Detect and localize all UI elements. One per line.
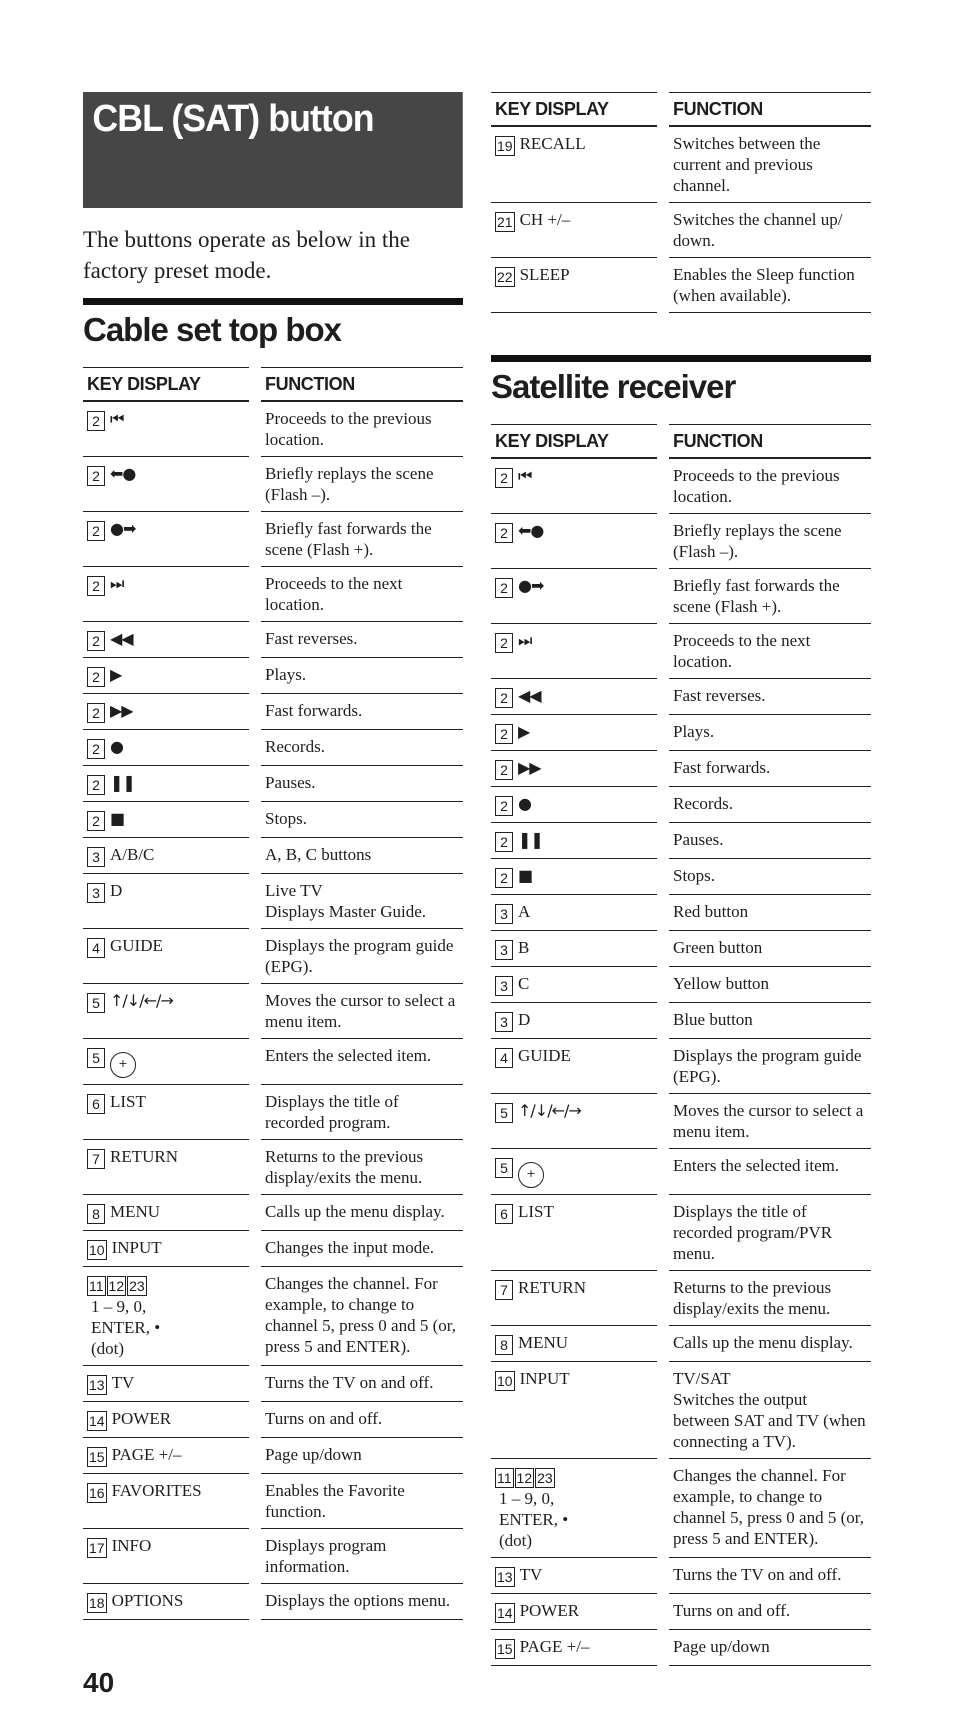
function-description: Displays the program guide (EPG). xyxy=(261,929,463,984)
key-number-badge: 12 xyxy=(108,1278,125,1294)
key-display-cell xyxy=(83,512,249,567)
table-row xyxy=(491,715,871,751)
button-symbol-icon: ⬅● xyxy=(518,521,544,540)
function-description: Moves the cursor to select a menu item. xyxy=(669,1094,871,1149)
key-label: TV xyxy=(111,1373,135,1392)
key-number-badge: 2 xyxy=(87,775,105,795)
key-number-badge: 4 xyxy=(87,938,105,958)
key-display-cell xyxy=(491,569,657,624)
button-symbol-icon: ■ xyxy=(518,866,533,885)
key-number-badge: 13 xyxy=(89,1377,105,1393)
function-header: FUNCTION xyxy=(669,92,871,127)
function-description: Changes the input mode. xyxy=(261,1231,463,1267)
key-number-badge: 7 xyxy=(495,1280,513,1300)
function-header: FUNCTION xyxy=(669,424,871,459)
key-number-badge: 2 xyxy=(495,578,513,598)
key-number-badge: 3 xyxy=(495,1012,513,1032)
section-rule xyxy=(83,298,463,305)
table-row xyxy=(83,1039,463,1085)
table-row xyxy=(83,658,463,694)
key-display-cell xyxy=(83,567,249,622)
key-display-cell xyxy=(491,1149,657,1195)
key-label: A xyxy=(518,902,531,921)
function-description: Enables the Favorite function. xyxy=(261,1474,463,1529)
table-row xyxy=(491,1459,871,1558)
button-symbol-icon: ◀◀ xyxy=(518,686,541,705)
function-description: Enters the selected item. xyxy=(669,1149,871,1195)
key-number-badge: 2 xyxy=(495,796,513,816)
key-display-cell xyxy=(83,1366,249,1402)
key-label: GUIDE xyxy=(110,936,163,955)
key-display-cell xyxy=(83,874,249,929)
key-number-badge: 3 xyxy=(87,883,105,903)
key-number-badge: 2 xyxy=(495,633,513,653)
function-description: Moves the cursor to select a menu item. xyxy=(261,984,463,1039)
key-display-cell xyxy=(491,1326,657,1362)
key-display-cell xyxy=(83,1267,249,1366)
key-label: LIST xyxy=(518,1202,554,1221)
key-number-badge: 12 xyxy=(516,1470,533,1486)
function-description: Displays the title of recorded program. xyxy=(261,1085,463,1140)
satellite-key-table xyxy=(491,424,871,1666)
function-description: Fast reverses. xyxy=(669,679,871,715)
table-row xyxy=(83,1529,463,1584)
table-row xyxy=(83,766,463,802)
function-description: Displays the options menu. xyxy=(261,1584,463,1620)
key-label: 1 – 9, 0, ENTER, • (dot) xyxy=(499,1489,569,1550)
function-description: Switches between the current and previous channel. xyxy=(669,127,871,203)
key-number-badge: 15 xyxy=(497,1641,513,1657)
function-description: Calls up the menu display. xyxy=(669,1326,871,1362)
key-number-badge: 8 xyxy=(87,1204,105,1224)
key-display-cell xyxy=(491,258,657,313)
function-description: Turns on and off. xyxy=(261,1402,463,1438)
button-symbol-icon: ● xyxy=(110,737,123,756)
key-number-badge: 2 xyxy=(495,868,513,888)
button-symbol-icon: ▶▶ xyxy=(518,758,541,777)
key-number-badge: 22 xyxy=(497,269,513,285)
button-symbol-icon: ◀◀ xyxy=(110,629,133,648)
table-row xyxy=(491,1195,871,1271)
table-row xyxy=(491,679,871,715)
table-row xyxy=(83,838,463,874)
key-display-cell xyxy=(83,1474,249,1529)
key-number-badge: 5 xyxy=(495,1103,513,1123)
key-number-badge: 3 xyxy=(495,976,513,996)
function-description: Plays. xyxy=(261,658,463,694)
table-row xyxy=(491,1594,871,1630)
key-label: RECALL xyxy=(519,134,586,153)
key-display-cell xyxy=(83,984,249,1039)
table-row xyxy=(491,751,871,787)
function-description: A, B, C buttons xyxy=(261,838,463,874)
key-number-badge: 3 xyxy=(495,904,513,924)
key-display-cell xyxy=(491,859,657,895)
key-number-badge: 2 xyxy=(87,466,105,486)
function-description: Pauses. xyxy=(261,766,463,802)
key-number-badge: 3 xyxy=(495,940,513,960)
key-display-cell xyxy=(83,402,249,457)
key-label: INFO xyxy=(111,1536,152,1555)
function-description: Enters the selected item. xyxy=(261,1039,463,1085)
function-description: Briefly fast forwards the scene (Flash +). xyxy=(669,569,871,624)
key-number-badge: 2 xyxy=(87,703,105,723)
key-label: GUIDE xyxy=(518,1046,571,1065)
key-display-cell xyxy=(83,766,249,802)
key-display-cell xyxy=(491,514,657,569)
key-number-badge: 8 xyxy=(495,1335,513,1355)
key-label: POWER xyxy=(519,1601,580,1620)
key-label: RETURN xyxy=(518,1278,586,1297)
key-number-badge: 11 xyxy=(89,1278,104,1294)
key-number-badge: 2 xyxy=(495,832,513,852)
function-description: Stops. xyxy=(261,802,463,838)
key-label: D xyxy=(110,881,123,900)
table-row xyxy=(83,874,463,929)
function-description: Blue button xyxy=(669,1003,871,1039)
function-description: Switches the channel up/ down. xyxy=(669,203,871,258)
table-row xyxy=(83,929,463,984)
button-symbol-icon: ⬅● xyxy=(110,464,136,483)
key-number-badge: 2 xyxy=(87,631,105,651)
table-row xyxy=(83,1140,463,1195)
key-display-cell xyxy=(491,1459,657,1558)
key-number-badge: 10 xyxy=(89,1242,105,1258)
function-description: Changes the channel. For example, to change to channel 5, press 0 and 5 (or, press 5 and ENTER). xyxy=(261,1267,463,1366)
key-number-badge: 2 xyxy=(87,811,105,831)
table-row xyxy=(83,1085,463,1140)
key-display-cell xyxy=(491,1362,657,1459)
button-symbol-icon: ●➡ xyxy=(110,519,136,538)
table-row xyxy=(83,1402,463,1438)
function-description: Briefly replays the scene (Flash –). xyxy=(669,514,871,569)
function-description: Changes the channel. For example, to change to channel 5, press 0 and 5 (or, press 5 and ENTER). xyxy=(669,1459,871,1558)
table-row xyxy=(491,459,871,514)
key-number-badge: 10 xyxy=(497,1373,513,1389)
key-display-cell xyxy=(83,1438,249,1474)
key-display-cell xyxy=(491,624,657,679)
table-row xyxy=(83,1366,463,1402)
key-label: OPTIONS xyxy=(111,1591,184,1610)
function-description: Records. xyxy=(669,787,871,823)
key-display-cell xyxy=(491,679,657,715)
key-display-cell xyxy=(83,838,249,874)
function-description: Briefly replays the scene (Flash –). xyxy=(261,457,463,512)
key-label: CH +/– xyxy=(519,210,571,229)
function-description: Pauses. xyxy=(669,823,871,859)
key-display-header: KEY DISPLAY xyxy=(83,367,249,402)
key-display-cell xyxy=(491,1558,657,1594)
table-row xyxy=(83,1267,463,1366)
key-number-badge: 13 xyxy=(497,1569,513,1585)
table-row xyxy=(491,569,871,624)
key-number-badge: 4 xyxy=(495,1048,513,1068)
key-label: PAGE +/– xyxy=(111,1445,182,1464)
function-description: Fast forwards. xyxy=(669,751,871,787)
table-row xyxy=(83,1231,463,1267)
function-description: Yellow button xyxy=(669,967,871,1003)
function-description: Turns the TV on and off. xyxy=(669,1558,871,1594)
key-label: MENU xyxy=(518,1333,569,1352)
key-number-badge: 2 xyxy=(87,739,105,759)
function-description: Proceeds to the previous location. xyxy=(669,459,871,514)
key-display-cell xyxy=(83,457,249,512)
function-description: Live TV Displays Master Guide. xyxy=(261,874,463,929)
key-number-badge: 2 xyxy=(87,576,105,596)
key-display-cell xyxy=(491,1039,657,1094)
key-label: 1 – 9, 0, ENTER, • (dot) xyxy=(91,1297,161,1358)
function-description: Fast forwards. xyxy=(261,694,463,730)
key-number-badge: 14 xyxy=(497,1605,513,1621)
button-symbol-icon: ●➡ xyxy=(518,576,544,595)
table-row xyxy=(83,984,463,1039)
function-description: Returns to the previous display/exits the menu. xyxy=(669,1271,871,1326)
key-number-badge: 2 xyxy=(87,411,105,431)
cable-section-title: Cable set top box xyxy=(83,311,342,348)
key-display-cell xyxy=(491,459,657,514)
function-description: Returns to the previous display/exits the menu. xyxy=(261,1140,463,1195)
key-label: A/B/C xyxy=(110,845,155,864)
table-row xyxy=(83,1474,463,1529)
key-display-cell xyxy=(491,1094,657,1149)
key-display-cell xyxy=(83,929,249,984)
key-label: POWER xyxy=(111,1409,172,1428)
key-number-badge: 2 xyxy=(495,523,513,543)
key-number-badge: 6 xyxy=(495,1204,513,1224)
button-symbol-icon: ▶ xyxy=(110,665,122,684)
function-description: Page up/down xyxy=(261,1438,463,1474)
function-description: Enables the Sleep function (when available). xyxy=(669,258,871,313)
table-row xyxy=(83,402,463,457)
table-row xyxy=(491,514,871,569)
button-symbol-icon: ⏮ xyxy=(518,466,532,485)
table-row xyxy=(491,1003,871,1039)
table-row xyxy=(491,967,871,1003)
key-display-cell xyxy=(83,730,249,766)
key-number-badge: 5 xyxy=(495,1158,513,1178)
table-row xyxy=(491,1271,871,1326)
key-number-badge: 2 xyxy=(495,760,513,780)
table-row xyxy=(83,730,463,766)
key-display-cell xyxy=(83,1140,249,1195)
key-display-cell xyxy=(491,751,657,787)
key-label: INPUT xyxy=(111,1238,162,1257)
key-display-cell xyxy=(491,1003,657,1039)
table-row xyxy=(491,258,871,313)
button-symbol-icon: ● xyxy=(518,794,531,813)
key-number-badge: 23 xyxy=(129,1278,145,1294)
button-symbol-icon: ↑/↓/←/→ xyxy=(110,991,173,1010)
cable-key-table-continued xyxy=(491,92,871,313)
button-symbol-icon: ■ xyxy=(110,809,125,828)
table-row xyxy=(491,931,871,967)
table-row xyxy=(83,1584,463,1620)
key-number-badge: 2 xyxy=(495,688,513,708)
table-row xyxy=(491,1630,871,1666)
table-row xyxy=(491,1362,871,1459)
key-number-badge: 11 xyxy=(497,1470,512,1486)
table-row xyxy=(83,512,463,567)
table-row xyxy=(491,1149,871,1195)
function-description: Records. xyxy=(261,730,463,766)
table-row xyxy=(491,1326,871,1362)
function-description: TV/SAT Switches the output between SAT and TV (when connecting a TV). xyxy=(669,1362,871,1459)
key-number-badge: 7 xyxy=(87,1149,105,1169)
function-description: Displays program information. xyxy=(261,1529,463,1584)
function-description: Proceeds to the previous location. xyxy=(261,402,463,457)
button-symbol-icon: ▶ xyxy=(518,722,530,741)
key-display-cell xyxy=(491,931,657,967)
key-number-badge: 18 xyxy=(89,1595,105,1611)
function-description: Green button xyxy=(669,931,871,967)
intro-text: The buttons operate as below in the factory preset mode. xyxy=(83,227,411,283)
key-label: B xyxy=(518,938,530,957)
table-row xyxy=(83,1438,463,1474)
key-display-cell xyxy=(83,1085,249,1140)
button-symbol-icon: ▶▶ xyxy=(110,701,133,720)
key-label: MENU xyxy=(110,1202,161,1221)
key-number-badge: 16 xyxy=(89,1485,105,1501)
table-row xyxy=(83,567,463,622)
key-number-badge: 14 xyxy=(89,1413,105,1429)
key-number-badge: 15 xyxy=(89,1449,105,1465)
button-symbol-icon: ↑/↓/←/→ xyxy=(518,1101,581,1120)
key-number-badge: 2 xyxy=(495,468,513,488)
table-row xyxy=(83,622,463,658)
key-display-cell xyxy=(83,1039,249,1085)
left-column xyxy=(83,92,463,1620)
table-row xyxy=(491,1039,871,1094)
key-number-badge: 2 xyxy=(87,521,105,541)
key-number-badge: 17 xyxy=(89,1540,105,1556)
key-display-cell xyxy=(491,1630,657,1666)
table-row xyxy=(83,457,463,512)
key-display-cell xyxy=(491,823,657,859)
function-description: Briefly fast forwards the scene (Flash +). xyxy=(261,512,463,567)
table-row xyxy=(83,1195,463,1231)
table-row xyxy=(491,1094,871,1149)
key-display-cell xyxy=(491,715,657,751)
key-label: LIST xyxy=(110,1092,146,1111)
key-label: INPUT xyxy=(519,1369,570,1388)
page-number: 40 xyxy=(83,1667,115,1698)
button-symbol-icon: ⏮ xyxy=(110,409,124,428)
key-number-badge: 3 xyxy=(87,847,105,867)
enter-circle-icon: + xyxy=(518,1162,544,1188)
key-display-cell xyxy=(491,1195,657,1271)
key-label: SLEEP xyxy=(519,265,570,284)
cable-key-table xyxy=(83,367,463,1620)
key-number-badge: 23 xyxy=(537,1470,553,1486)
key-display-cell xyxy=(491,1594,657,1630)
key-number-badge: 21 xyxy=(497,214,513,230)
key-display-cell xyxy=(83,1231,249,1267)
function-description: Displays the title of recorded program/PVR menu. xyxy=(669,1195,871,1271)
section-rule xyxy=(491,355,871,362)
button-symbol-icon: ⏭ xyxy=(110,574,124,593)
table-row xyxy=(491,787,871,823)
key-number-badge: 6 xyxy=(87,1094,105,1114)
function-description: Displays the program guide (EPG). xyxy=(669,1039,871,1094)
key-display-cell xyxy=(491,1271,657,1326)
key-display-cell xyxy=(491,967,657,1003)
function-description: Calls up the menu display. xyxy=(261,1195,463,1231)
key-label: PAGE +/– xyxy=(519,1637,590,1656)
function-description: Turns the TV on and off. xyxy=(261,1366,463,1402)
table-row xyxy=(491,1558,871,1594)
key-display-cell xyxy=(83,622,249,658)
table-row xyxy=(83,694,463,730)
key-label: C xyxy=(518,974,530,993)
key-label: TV xyxy=(519,1565,543,1584)
button-symbol-icon: ❚❚ xyxy=(110,773,135,792)
function-description: Page up/down xyxy=(669,1630,871,1666)
key-number-badge: 2 xyxy=(495,724,513,744)
table-row xyxy=(491,823,871,859)
key-display-cell xyxy=(83,1195,249,1231)
enter-circle-icon: + xyxy=(110,1052,136,1078)
table-row xyxy=(491,203,871,258)
function-description: Red button xyxy=(669,895,871,931)
key-number-badge: 2 xyxy=(87,667,105,687)
table-row xyxy=(491,859,871,895)
key-number-badge: 19 xyxy=(497,138,513,154)
button-symbol-icon: ❚❚ xyxy=(518,830,543,849)
key-number-badge: 5 xyxy=(87,1048,105,1068)
key-label: RETURN xyxy=(110,1147,178,1166)
key-display-cell xyxy=(83,1584,249,1620)
key-display-cell xyxy=(491,203,657,258)
key-display-header: KEY DISPLAY xyxy=(491,424,657,459)
button-symbol-icon: ⏭ xyxy=(518,631,532,650)
function-description: Turns on and off. xyxy=(669,1594,871,1630)
function-header: FUNCTION xyxy=(261,367,463,402)
key-display-header: KEY DISPLAY xyxy=(491,92,657,127)
key-display-cell xyxy=(83,802,249,838)
key-display-cell xyxy=(491,127,657,203)
key-display-cell xyxy=(83,1402,249,1438)
table-row xyxy=(83,802,463,838)
page-title: CBL (SAT) button xyxy=(83,92,463,208)
table-row xyxy=(491,127,871,203)
table-row xyxy=(491,895,871,931)
key-label: D xyxy=(518,1010,531,1029)
key-display-cell xyxy=(83,694,249,730)
table-row xyxy=(491,624,871,679)
function-description: Fast reverses. xyxy=(261,622,463,658)
key-display-cell xyxy=(83,1529,249,1584)
function-description: Proceeds to the next location. xyxy=(261,567,463,622)
key-display-cell xyxy=(491,895,657,931)
satellite-section-title: Satellite receiver xyxy=(491,368,736,405)
key-display-cell xyxy=(83,658,249,694)
function-description: Stops. xyxy=(669,859,871,895)
function-description: Proceeds to the next location. xyxy=(669,624,871,679)
key-number-badge: 5 xyxy=(87,993,105,1013)
key-label: FAVORITES xyxy=(111,1481,202,1500)
right-column xyxy=(491,92,871,1666)
key-display-cell xyxy=(491,787,657,823)
function-description: Plays. xyxy=(669,715,871,751)
